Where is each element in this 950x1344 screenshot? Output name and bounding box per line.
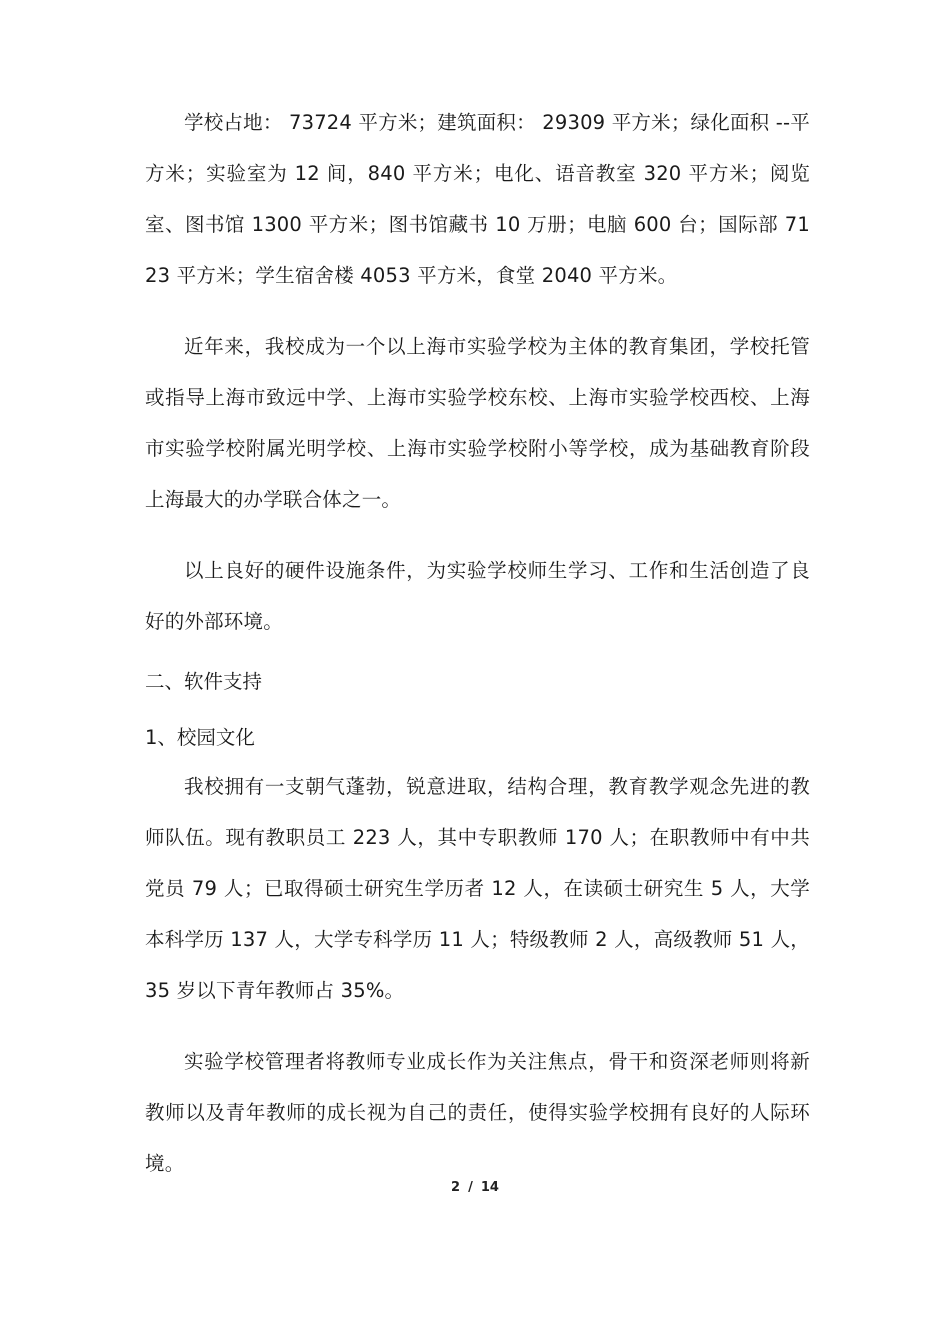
paragraph-teachers: 我校拥有一支朝气蓬勃，锐意进取，结构合理，教育教学观念先进的教师队伍。现有教职员工 223 人，其中专职教师 170 人；在职教师中有中共党员 79 人；已取得硕士研究生学历者 12 人，在读硕士研究生 5 人，大学本科学历 137 人，大学专科学历 11 人；特级教师 2 人，高级教师 51 人，35 岁以下青年教师占 35%。 (145, 775, 810, 1002)
paragraph-management: 实验学校管理者将教师专业成长作为关注焦点，骨干和资深老师则将新教师以及青年教师的成长视为自己的责任，使得实验学校拥有良好的人际环境。 (145, 1050, 810, 1175)
paragraph-education-group: 近年来，我校成为一个以上海市实验学校为主体的教育集团，学校托管或指导上海市致远中学、上海市实验学校东校、上海市实验学校西校、上海市实验学校附属光明学校、上海市实验学校附小等学校，成为基础教育阶段上海最大的办学联合体之一。 (145, 335, 810, 511)
subsection-heading: 1、校园文化 (145, 726, 255, 749)
section-heading: 二、软件支持 (145, 670, 263, 693)
total-pages-number: 14 (480, 1180, 499, 1195)
page-content (145, 97, 810, 1189)
page-number (0, 1180, 950, 1195)
current-page-number: 2 (451, 1180, 461, 1195)
paragraph-environment: 以上良好的硬件设施条件，为实验学校师生学习、工作和生活创造了良好的外部环境。 (145, 559, 810, 633)
page-separator: / (468, 1180, 473, 1195)
paragraph-facilities: 学校占地： 73724 平方米；建筑面积： 29309 平方米；绿化面积 --平方米；实验室为 12 间，840 平方米；电化、语音教室 320 平方米；阅览室、图书馆 1300 平方米；图书馆藏书 10 万册；电脑 600 台；国际部 7123 平方米；学生宿舍楼 4053 平方米，食堂 2040 平方米。 (145, 111, 810, 287)
